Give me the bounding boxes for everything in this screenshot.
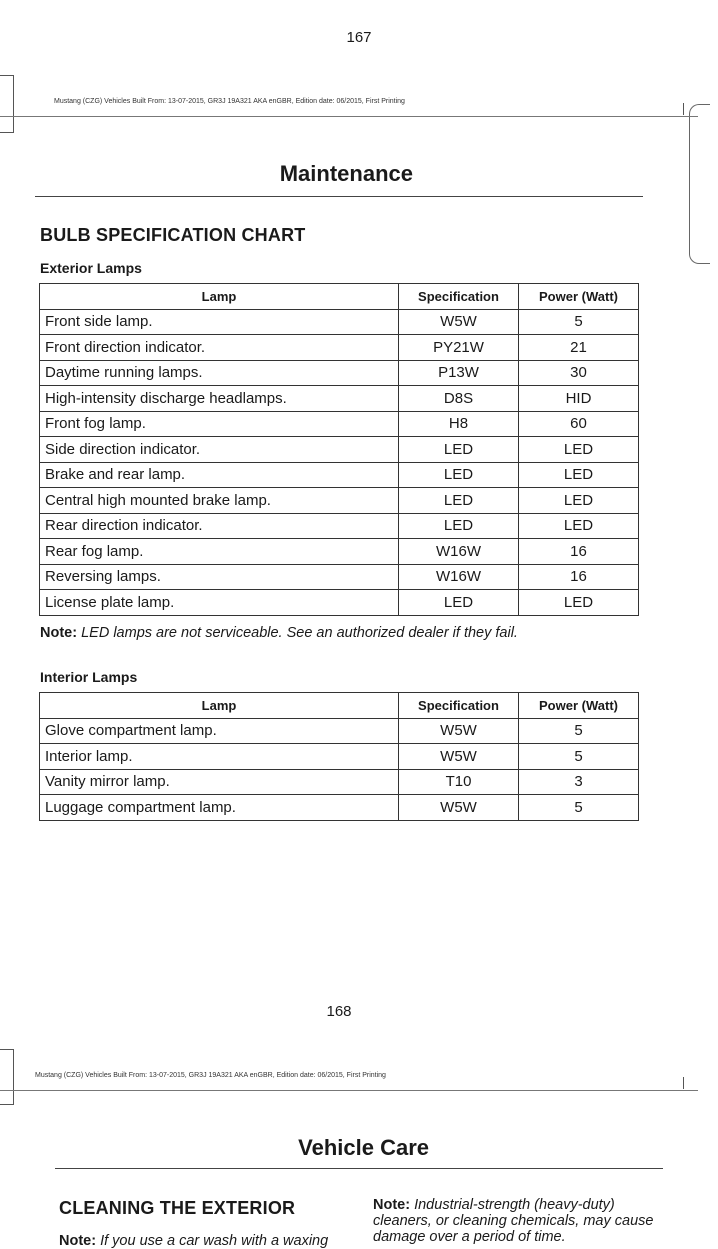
note-text: If you use a car wash with a waxing	[100, 1233, 329, 1249]
column-header-lamp: Lamp	[40, 693, 399, 719]
lamp-cell: High-intensity discharge headlamps.	[40, 386, 399, 412]
lamp-cell: Interior lamp.	[40, 744, 399, 770]
lamp-cell: Rear fog lamp.	[40, 539, 399, 565]
specification-cell: W5W	[399, 718, 519, 744]
power-cell: LED	[519, 513, 639, 539]
edition-line: Mustang (CZG) Vehicles Built From: 13-07-2015, GR3J 19A321 AKA enGBR, Edition date: 06/2015, First Printing	[35, 1072, 386, 1079]
power-cell: 5	[519, 744, 639, 770]
crop-mark	[0, 1049, 14, 1050]
crop-mark	[0, 75, 14, 76]
lamp-cell: Luggage compartment lamp.	[40, 795, 399, 821]
table-row	[40, 769, 639, 795]
specification-cell: T10	[399, 769, 519, 795]
specification-cell: LED	[399, 488, 519, 514]
table-row	[40, 795, 639, 821]
section-title: BULB SPECIFICATION CHART	[40, 225, 306, 245]
column-header-lamp: Lamp	[40, 284, 399, 310]
column-header-power: Power (Watt)	[519, 693, 639, 719]
table-row	[40, 386, 639, 412]
lamp-cell: Side direction indicator.	[40, 437, 399, 463]
specification-cell: LED	[399, 590, 519, 616]
power-cell: 60	[519, 411, 639, 437]
lamp-cell: License plate lamp.	[40, 590, 399, 616]
note-line: Industrial-strength (heavy-duty)	[414, 1197, 615, 1213]
crop-mark	[13, 75, 14, 133]
crop-mark	[683, 1077, 684, 1089]
table-row	[40, 718, 639, 744]
edition-line: Mustang (CZG) Vehicles Built From: 13-07-2015, GR3J 19A321 AKA enGBR, Edition date: 06/2015, First Printing	[54, 98, 405, 105]
header-divider	[0, 1090, 698, 1091]
lamp-cell: Reversing lamps.	[40, 564, 399, 590]
note-line: cleaners, or cleaning chemicals, may cause	[373, 1213, 654, 1229]
table-row	[40, 539, 639, 565]
table-row	[40, 360, 639, 386]
lamp-cell: Central high mounted brake lamp.	[40, 488, 399, 514]
table-row	[40, 488, 639, 514]
table-row	[40, 411, 639, 437]
note-label: Note:	[40, 625, 78, 641]
chapter-divider	[35, 196, 643, 197]
table-row	[40, 309, 639, 335]
table-row	[40, 335, 639, 361]
specification-cell: H8	[399, 411, 519, 437]
lamp-cell: Rear direction indicator.	[40, 513, 399, 539]
table-row	[40, 744, 639, 770]
specification-cell: W16W	[399, 564, 519, 590]
interior-lamps-table	[39, 692, 639, 821]
power-cell: 3	[519, 769, 639, 795]
car-wash-note	[59, 1233, 349, 1249]
specification-cell: W16W	[399, 539, 519, 565]
specification-cell: W5W	[399, 795, 519, 821]
note-label: Note:	[59, 1233, 97, 1249]
lamp-cell: Front side lamp.	[40, 309, 399, 335]
power-cell: 16	[519, 564, 639, 590]
table-row	[40, 564, 639, 590]
table-header-row	[40, 284, 639, 310]
column-header-specification: Specification	[399, 284, 519, 310]
lamp-cell: Front direction indicator.	[40, 335, 399, 361]
note-text: LED lamps are not serviceable. See an authorized dealer if they fail.	[81, 625, 518, 641]
table-header-row	[40, 693, 639, 719]
page-number: 167	[346, 29, 372, 46]
led-note	[40, 625, 518, 641]
power-cell: LED	[519, 462, 639, 488]
power-cell: LED	[519, 437, 639, 463]
specification-cell: D8S	[399, 386, 519, 412]
page-number: 168	[326, 1003, 352, 1020]
power-cell: LED	[519, 488, 639, 514]
crop-mark	[0, 1104, 14, 1105]
power-cell: 5	[519, 309, 639, 335]
table-row	[40, 590, 639, 616]
cleaners-note	[373, 1197, 673, 1245]
note-line: damage over a period of time.	[373, 1229, 566, 1245]
table-row	[40, 513, 639, 539]
chapter-title: Vehicle Care	[298, 1135, 429, 1160]
power-cell: 21	[519, 335, 639, 361]
power-cell: 16	[519, 539, 639, 565]
power-cell: 30	[519, 360, 639, 386]
crop-mark	[683, 103, 684, 115]
lamp-cell: Glove compartment lamp.	[40, 718, 399, 744]
exterior-lamps-table	[39, 283, 639, 616]
column-header-specification: Specification	[399, 693, 519, 719]
crop-mark	[0, 132, 14, 133]
power-cell: LED	[519, 590, 639, 616]
lamp-cell: Daytime running lamps.	[40, 360, 399, 386]
power-cell: 5	[519, 795, 639, 821]
specification-cell: LED	[399, 437, 519, 463]
crop-mark	[13, 1049, 14, 1105]
section-title: CLEANING THE EXTERIOR	[59, 1198, 296, 1218]
header-divider	[0, 116, 698, 117]
chapter-title: Maintenance	[279, 161, 413, 186]
lamp-cell: Brake and rear lamp.	[40, 462, 399, 488]
specification-cell: PY21W	[399, 335, 519, 361]
note-label: Note:	[373, 1197, 411, 1213]
interior-lamps-heading: Interior Lamps	[40, 669, 138, 685]
specification-cell: W5W	[399, 309, 519, 335]
power-cell: HID	[519, 386, 639, 412]
lamp-cell: Front fog lamp.	[40, 411, 399, 437]
specification-cell: LED	[399, 513, 519, 539]
specification-cell: W5W	[399, 744, 519, 770]
column-header-power: Power (Watt)	[519, 284, 639, 310]
specification-cell: LED	[399, 462, 519, 488]
power-cell: 5	[519, 718, 639, 744]
thumb-tab	[689, 104, 710, 264]
lamp-cell: Vanity mirror lamp.	[40, 769, 399, 795]
exterior-lamps-heading: Exterior Lamps	[40, 260, 142, 276]
table-row	[40, 437, 639, 463]
table-row	[40, 462, 639, 488]
specification-cell: P13W	[399, 360, 519, 386]
chapter-divider	[55, 1168, 663, 1169]
